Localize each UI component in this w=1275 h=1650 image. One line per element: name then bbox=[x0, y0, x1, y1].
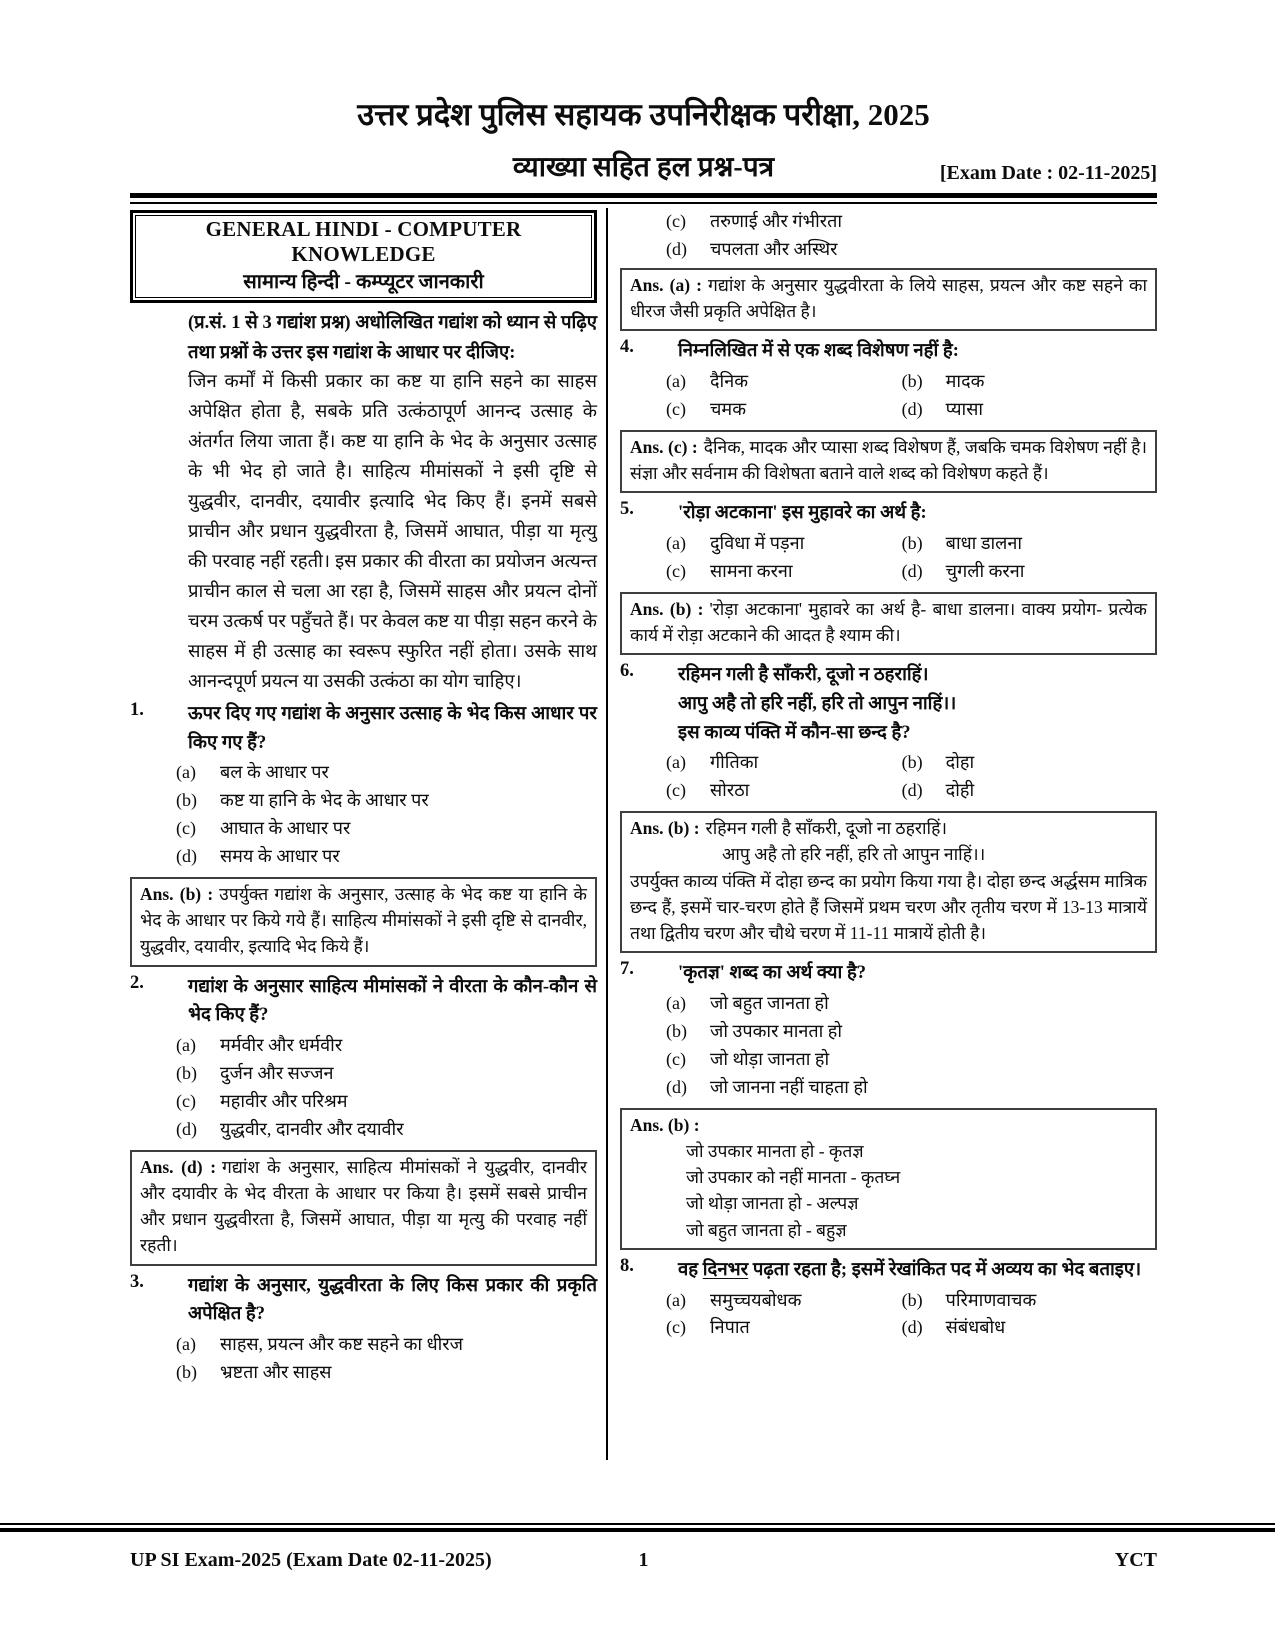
option bbox=[666, 1314, 902, 1342]
option bbox=[666, 208, 1157, 236]
question-number: 3. bbox=[130, 1271, 144, 1292]
option-letter: (b) bbox=[176, 1361, 197, 1382]
question-text: गद्यांश के अनुसार साहित्य मीमांसकों ने वीरता के कौन-कौन से भेद किए हैं? bbox=[188, 976, 597, 1026]
passage-instruction: (प्र.सं. 1 से 3 गद्यांश प्रश्न) अधोलिखित गद्यांश को ध्यान से पढ़िए तथा प्रश्नों के उत्तर इस गद्यांश के आधार पर दीजिए: bbox=[188, 313, 597, 363]
option-letter: (d) bbox=[176, 846, 197, 867]
option bbox=[176, 1116, 597, 1144]
answer-inline-text: रहिमन गली है साँकरी, दूजो ना ठहराहिं। bbox=[705, 818, 948, 839]
header-divider-rule bbox=[130, 193, 1157, 204]
page-subtitle: व्याख्या सहित हल प्रश्न-पत्र bbox=[512, 152, 775, 184]
option-text: बाधा डालना bbox=[945, 533, 1022, 554]
answer-body-text: गद्यांश के अनुसार, साहित्य मीमांसकों ने युद्धवीर, दानवीर और दयावीर के भेद वीरता के आधार पर किया है। इसमें सबसे प्राचीन और प्रधान युद्धवीरता है, जिसमें आघात, पीड़ा या मृत्यु की परवाह नहीं रहती। bbox=[140, 1156, 587, 1256]
question-number: 2. bbox=[130, 972, 144, 993]
option-text: दैनिक bbox=[710, 371, 749, 392]
section-title-hi: सामान्य हिन्दी - कम्प्यूटर जानकारी bbox=[243, 271, 484, 294]
option bbox=[902, 396, 1157, 424]
footer-divider-rule bbox=[0, 1523, 1275, 1532]
footer-brand: YCT bbox=[1114, 1549, 1157, 1571]
question bbox=[620, 499, 1157, 587]
answer-list-line: जो थोड़ा जानता हो - अल्पज्ञ bbox=[686, 1193, 859, 1214]
question-text: आपु अहै तो हरि नहीं, हरि तो आपुन नाहिं।। bbox=[678, 694, 957, 715]
question-body bbox=[176, 973, 597, 1146]
question-number: 5. bbox=[620, 499, 634, 520]
option-text: तरुणाई और गंभीरता bbox=[710, 211, 843, 232]
options-group bbox=[666, 749, 1157, 805]
option-text: जो उपकार मानता हो bbox=[710, 1020, 843, 1041]
option-letter: (d) bbox=[666, 239, 687, 260]
option-text: कष्ट या हानि के भेद के आधार पर bbox=[220, 790, 429, 811]
answer-label: Ans. (b) : bbox=[630, 598, 704, 619]
option-letter: (d) bbox=[901, 399, 923, 420]
option-text: जो जानना नहीं चाहता हो bbox=[710, 1076, 868, 1097]
question bbox=[130, 1272, 597, 1389]
option bbox=[176, 815, 597, 843]
answer-body-text: उपर्युक्त गद्यांश के अनुसार, उत्साह के भेद कष्ट या हानि के भेद के आधार पर किये गये हैं। साहित्य मीमांसकों ने इसी दृष्टि से दानवीर, युद्धवीर, दयावीर, इत्यादि भेद किये हैं। bbox=[140, 883, 587, 957]
options-group bbox=[666, 208, 1157, 264]
answer-body-text: दैनिक, मादक और प्यासा शब्द विशेषण हैं, जबकि चमक विशेषण नहीं है। संज्ञा और सर्वनाम की विशेषता बताने वाले शब्द को विशेषण कहते हैं। bbox=[630, 436, 1147, 484]
option-letter: (d) bbox=[901, 780, 923, 801]
option bbox=[902, 530, 1157, 558]
options-group bbox=[176, 1331, 597, 1387]
exam-date: [Exam Date : 02-11-2025] bbox=[939, 162, 1157, 185]
option-text: दुविधा में पड़ना bbox=[710, 533, 805, 554]
option-text: दोहा bbox=[945, 752, 975, 773]
option bbox=[176, 1060, 597, 1088]
option-text: भ्रष्टता और साहस bbox=[220, 1361, 332, 1382]
option-text: साहस, प्रयत्न और कष्ट सहने का धीरज bbox=[220, 1333, 464, 1354]
option-letter: (b) bbox=[901, 1289, 923, 1310]
option bbox=[666, 990, 1157, 1018]
footer-page-number: 1 bbox=[638, 1549, 649, 1571]
question-body bbox=[666, 661, 1157, 807]
option-text: गीतिका bbox=[710, 752, 759, 773]
option-letter: (a) bbox=[666, 752, 686, 773]
option-text: मर्मवीर और धर्मवीर bbox=[220, 1035, 343, 1056]
section-header-box bbox=[130, 210, 597, 303]
section-header-inner bbox=[135, 215, 592, 298]
options-group bbox=[176, 1032, 597, 1144]
option-letter: (a) bbox=[666, 993, 686, 1014]
question bbox=[620, 337, 1157, 425]
option bbox=[902, 777, 1157, 805]
option-text: प्यासा bbox=[945, 399, 984, 420]
answer-line bbox=[630, 272, 1147, 325]
answer-label: Ans. (b) : bbox=[140, 883, 214, 904]
option-letter: (c) bbox=[666, 399, 686, 420]
option-text: जो बहुत जानता हो bbox=[710, 993, 829, 1014]
question-text: निम्नलिखित में से एक शब्द विशेषण नहीं है: bbox=[678, 341, 959, 362]
option bbox=[666, 1287, 902, 1315]
answer-poem-line: आपु अहै तो हरि नहीं, हरि तो आपुन नाहिं।। bbox=[722, 844, 986, 865]
option-letter: (d) bbox=[666, 1076, 687, 1097]
option-letter: (a) bbox=[176, 1333, 196, 1354]
option bbox=[666, 1074, 1157, 1102]
option bbox=[902, 368, 1157, 396]
option bbox=[666, 530, 902, 558]
answer-label: Ans. (c) : bbox=[630, 436, 698, 457]
question-number: 1. bbox=[130, 700, 144, 721]
option bbox=[902, 1314, 1157, 1342]
question-text bbox=[678, 1256, 1157, 1285]
option-text: मादक bbox=[945, 371, 985, 392]
answer-list-line: जो उपकार को नहीं मानता - कृतघ्न bbox=[686, 1167, 901, 1188]
option-letter: (a) bbox=[666, 371, 686, 392]
answer-body-text: उपर्युक्त काव्य पंक्ति में दोहा छन्द का प्रयोग किया गया है। दोहा छन्द अर्द्धसम मात्रिक छन्द हैं, इसमें चार-चरण होते हैं जिसमें प्रथम चरण और तृतीय चरण में 13-13 मात्रायें तथा द्वितीय चरण और चौथे चरण में 11-11 मात्रायें होती है। bbox=[630, 870, 1147, 944]
question bbox=[620, 959, 1157, 1103]
option bbox=[176, 1088, 597, 1116]
option-letter: (b) bbox=[901, 533, 923, 554]
answer-line bbox=[630, 434, 1147, 487]
question-text: 'कृतज्ञ' शब्द का अर्थ क्या है? bbox=[678, 963, 867, 984]
option bbox=[666, 1046, 1157, 1074]
answer-line bbox=[140, 881, 587, 960]
option bbox=[666, 368, 902, 396]
question-text-segment: पढ़ता रहता है; इसमें रेखांकित पद में अव्यय का भेद बताइए। bbox=[748, 1259, 1142, 1280]
option-letter: (b) bbox=[176, 790, 197, 811]
option-letter: (a) bbox=[666, 1289, 686, 1310]
answer-box bbox=[620, 1108, 1157, 1250]
option-text: युद्धवीर, दानवीर और दयावीर bbox=[220, 1118, 404, 1139]
question-text: इस काव्य पंक्ति में कौन-सा छन्द है? bbox=[678, 722, 911, 743]
page-header bbox=[130, 0, 1157, 187]
answer-line bbox=[630, 596, 1147, 649]
option-letter: (c) bbox=[666, 1048, 686, 1069]
page-footer bbox=[130, 1549, 1157, 1572]
question-number: 8. bbox=[620, 1255, 634, 1276]
option bbox=[666, 777, 902, 805]
question-number: 4. bbox=[620, 337, 634, 358]
question-body bbox=[666, 499, 1157, 587]
option-letter: (b) bbox=[901, 752, 923, 773]
answer-label: Ans. (d) : bbox=[140, 1156, 217, 1177]
option-text: बल के आधार पर bbox=[220, 762, 329, 783]
answer-box bbox=[620, 811, 1157, 953]
option-letter: (c) bbox=[666, 211, 686, 232]
section-title-en: GENERAL HINDI - COMPUTER KNOWLEDGE bbox=[205, 217, 522, 267]
option bbox=[902, 558, 1157, 586]
answer-box bbox=[130, 877, 597, 967]
option-letter: (c) bbox=[666, 780, 686, 801]
option bbox=[666, 236, 1157, 264]
underlined-word: दिनभर bbox=[702, 1259, 749, 1280]
question-body bbox=[176, 1272, 597, 1389]
option bbox=[176, 1331, 597, 1359]
option bbox=[176, 787, 597, 815]
right-column bbox=[608, 208, 1157, 1460]
left-column bbox=[130, 208, 608, 1460]
question-body bbox=[666, 959, 1157, 1103]
question-text: ऊपर दिए गए गद्यांश के अनुसार उत्साह के भेद किस आधार पर किए गए हैं? bbox=[188, 704, 597, 753]
option-text: महावीर और परिश्रम bbox=[220, 1090, 348, 1111]
option-text: चुगली करना bbox=[945, 560, 1025, 581]
two-column-body bbox=[130, 208, 1157, 1460]
options-group bbox=[666, 990, 1157, 1102]
question-body bbox=[666, 1256, 1157, 1344]
options-group bbox=[666, 530, 1157, 586]
option bbox=[666, 396, 902, 424]
subtitle-row bbox=[130, 147, 1157, 187]
option-letter: (a) bbox=[666, 533, 686, 554]
answer-label: Ans. (b) : bbox=[630, 818, 700, 839]
answer-line bbox=[630, 1112, 1147, 1138]
option-letter: (c) bbox=[666, 1317, 686, 1338]
option-text: चपलता और अस्थिर bbox=[710, 239, 838, 260]
option-letter: (d) bbox=[901, 560, 923, 581]
option-text: जो थोड़ा जानता हो bbox=[710, 1048, 830, 1069]
passage-text: जिन कर्मों में किसी प्रकार का कष्ट या हानि सहने का साहस अपेक्षित होता है, सबके प्रति उत्कंठापूर्ण आनन्द उत्साह के अंतर्गत लिया जाता हैं। कष्ट या हानि के भेद के अनुसार उत्साह के भी भेद हो जाते है। साहित्य मीमांसकों ने इसी दृष्टि से युद्धवीर, दानवीर, दयावीर इत्यादि भेद किए हैं। इनमें सबसे प्राचीन और प्रधान युद्धवीरता है, जिसमें आघात, पीड़ा या मृत्यु की परवाह नहीं रहती। इस प्रकार की वीरता का प्रयोजन अत्यन्त प्राचीन काल से चला आ रहा है, जिसमें साहस और प्रयत्न दोनों चरम उत्कर्ष पर पहुँचते हैं। पर केवल कष्ट या पीड़ा सहन करने के साहस में ही उत्साह का स्वरूप स्फुरित नहीं होता। उसके साथ आनन्दपूर्ण प्रयत्न या उसकी उत्कंठा का योग चाहिए। bbox=[188, 372, 597, 693]
option-letter: (c) bbox=[666, 560, 686, 581]
option-text: सोरठा bbox=[710, 780, 750, 801]
answer-label: Ans. (a) : bbox=[630, 274, 702, 295]
option-letter: (b) bbox=[666, 1020, 687, 1041]
answer-list-line: जो बहुत जानता हो - बहुज्ञ bbox=[686, 1219, 847, 1240]
option bbox=[666, 1018, 1157, 1046]
answer-line bbox=[630, 815, 1147, 841]
option bbox=[666, 558, 902, 586]
answer-box bbox=[130, 1150, 597, 1266]
option-letter: (a) bbox=[176, 1035, 196, 1056]
option-letter: (c) bbox=[176, 818, 196, 839]
option-text: दुर्जन और सज्जन bbox=[220, 1062, 334, 1083]
option-text: समय के आधार पर bbox=[220, 846, 340, 867]
options-group bbox=[666, 1287, 1157, 1343]
options-group bbox=[666, 368, 1157, 424]
answer-list-line: जो उपकार मानता हो - कृतज्ञ bbox=[686, 1140, 864, 1161]
question bbox=[620, 661, 1157, 807]
question-text: रहिमन गली है साँकरी, दूजो न ठहराहिं। bbox=[678, 665, 929, 686]
question bbox=[620, 1256, 1157, 1344]
footer-exam-info: UP SI Exam-2025 (Exam Date 02-11-2025) bbox=[130, 1549, 492, 1571]
option-text: चमक bbox=[710, 399, 747, 420]
question bbox=[130, 973, 597, 1146]
option-text: निपात bbox=[710, 1317, 750, 1338]
question bbox=[130, 700, 597, 873]
question-body bbox=[666, 337, 1157, 425]
option-text: परिमाणवाचक bbox=[945, 1289, 1037, 1310]
option-text: सामना करना bbox=[710, 560, 793, 581]
answer-body-text: गद्यांश के अनुसार युद्धवीरता के लिये साहस, प्रयत्न और कष्ट सहने का धीरज जैसी प्रकृति अपेक्षित है। bbox=[630, 274, 1147, 322]
option-letter: (b) bbox=[901, 371, 923, 392]
option-letter: (b) bbox=[176, 1062, 197, 1083]
option-text: आघात के आधार पर bbox=[220, 818, 351, 839]
options-group bbox=[176, 759, 597, 871]
option-text: समुच्चयबोधक bbox=[710, 1289, 802, 1310]
option bbox=[176, 759, 597, 787]
option-text: दोही bbox=[945, 780, 975, 801]
option-letter: (c) bbox=[176, 1090, 196, 1111]
left-column-blocks bbox=[130, 309, 597, 1389]
question-number: 7. bbox=[620, 959, 634, 980]
answer-line bbox=[140, 1154, 587, 1259]
question-text: 'रोड़ा अटकाना' इस मुहावरे का अर्थ है: bbox=[678, 503, 927, 524]
option bbox=[176, 1032, 597, 1060]
option bbox=[902, 749, 1157, 777]
question-text: गद्यांश के अनुसार, युद्धवीरता के लिए किस प्रकार की प्रकृति अपेक्षित है? bbox=[188, 1275, 597, 1325]
option-text: संबंधबोध bbox=[945, 1317, 1006, 1338]
answer-body-text: 'रोड़ा अटकाना' मुहावरे का अर्थ है- बाधा डालना। वाक्य प्रयोग- प्रत्येक कार्य में रोड़ा अटकाने की आदत है श्याम की। bbox=[630, 598, 1148, 646]
answer-box bbox=[620, 592, 1157, 656]
option-letter: (a) bbox=[176, 762, 196, 783]
option bbox=[902, 1287, 1157, 1315]
answer-box bbox=[620, 430, 1157, 494]
option bbox=[666, 749, 902, 777]
answer-box bbox=[620, 268, 1157, 332]
option-letter: (d) bbox=[176, 1118, 197, 1139]
page-title: उत्तर प्रदेश पुलिस सहायक उपनिरीक्षक परीक्षा, 2025 bbox=[357, 97, 930, 132]
option-letter: (d) bbox=[901, 1317, 923, 1338]
question-text-segment: वह bbox=[678, 1259, 703, 1280]
option bbox=[176, 1359, 597, 1387]
question-number: 6. bbox=[620, 661, 634, 682]
answer-label: Ans. (b) : bbox=[630, 1114, 700, 1135]
question-body bbox=[176, 700, 597, 873]
option bbox=[176, 843, 597, 871]
